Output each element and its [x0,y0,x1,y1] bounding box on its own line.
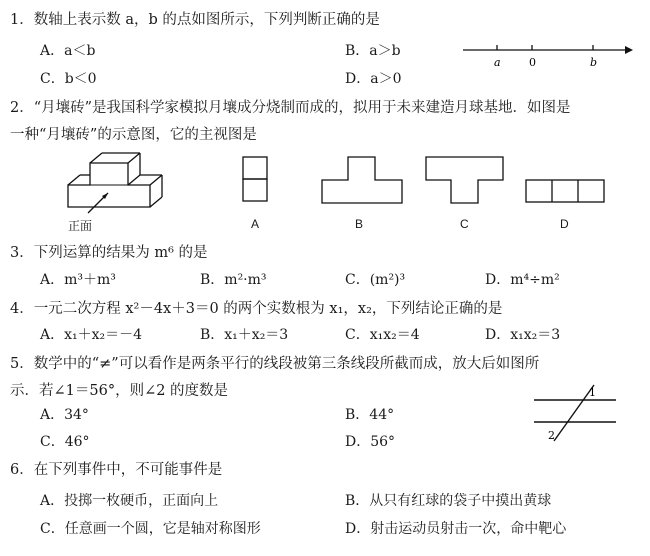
q5-stem-line1: 5．数学中的“≠”可以看作是两条平行的线段被第三条线段所截而成，放大后如图所 [10,356,540,372]
axis-label-0: 0 [529,56,536,69]
axis-label-a: a [494,56,501,69]
q3-option-d: D．m⁴÷m² [485,272,560,288]
option-b-figure [318,155,408,207]
option-d-label: D [560,217,569,231]
q5-option-a: A．34° [40,407,89,423]
option-c-label: C [460,217,469,231]
q6-option-b: B．从只有红球的袋子中摸出黄球 [345,493,552,509]
q1-stem: 1．数轴上表示数 a，b 的点如图所示，下列判断正确的是 [10,12,380,28]
transversal-line [554,385,594,441]
not-equal-angle-figure [530,383,620,445]
q4-stem: 4．一元二次方程 x²－4x＋3＝0 的两个实数根为 x₁，x₂，下列结论正确的是 [10,301,503,317]
q1-option-b: B．a＞b [345,43,401,59]
q3-option-b: B．m²·m³ [200,272,267,288]
q2-stem-line2: 一种“月壤砖”的示意图，它的主视图是 [10,127,257,143]
q3-stem: 3．下列运算的结果为 m⁶ 的是 [10,245,208,261]
q5-option-b: B．44° [345,407,395,423]
option-c-figure [423,155,508,207]
q5-option-d: D．56° [345,434,396,450]
number-line-figure [455,40,640,80]
q4-option-c: C．x₁x₂＝4 [345,327,420,343]
option-a-figure [240,155,272,207]
q5-stem-line2: 示．若∠1＝56°，则∠2 的度数是 [10,383,229,399]
angle-2-label: 2 [548,429,555,442]
q1-option-d: D．a＞0 [345,71,402,87]
q4-option-b: B．x₁＋x₂＝3 [200,327,289,343]
angle-1-label: 1 [589,386,596,399]
q6-stem: 6．在下列事件中，不可能事件是 [10,462,223,478]
q3-option-a: A．m³＋m³ [40,272,116,288]
number-line-arrow [625,46,633,54]
q5-option-c: C．46° [40,434,90,450]
moon-brick-3d-figure [60,143,180,218]
q6-option-c: C．任意画一个圆，它是轴对称图形 [40,521,261,537]
option-b-label: B [355,217,364,231]
axis-label-b: b [590,56,598,69]
front-label: 正面 [68,219,93,233]
q2-stem-line1: 2．“月壤砖”是我国科学家模拟月壤成分烧制而成的，拟用于未来建造月球基地．如图是 [10,100,571,116]
q6-option-d: D．射击运动员射击一次，命中靶心 [345,521,567,537]
q1-option-c: C．b＜0 [40,71,97,87]
option-d-figure [523,178,608,208]
q4-option-d: D．x₁x₂＝3 [485,327,561,343]
option-a-label: A [251,217,260,231]
q1-option-a: A．a＜b [40,43,96,59]
q6-option-a: A．投掷一枚硬币，正面向上 [40,493,219,509]
q3-option-c: C．(m²)³ [345,272,406,288]
q4-option-a: A．x₁＋x₂＝－4 [40,327,143,343]
